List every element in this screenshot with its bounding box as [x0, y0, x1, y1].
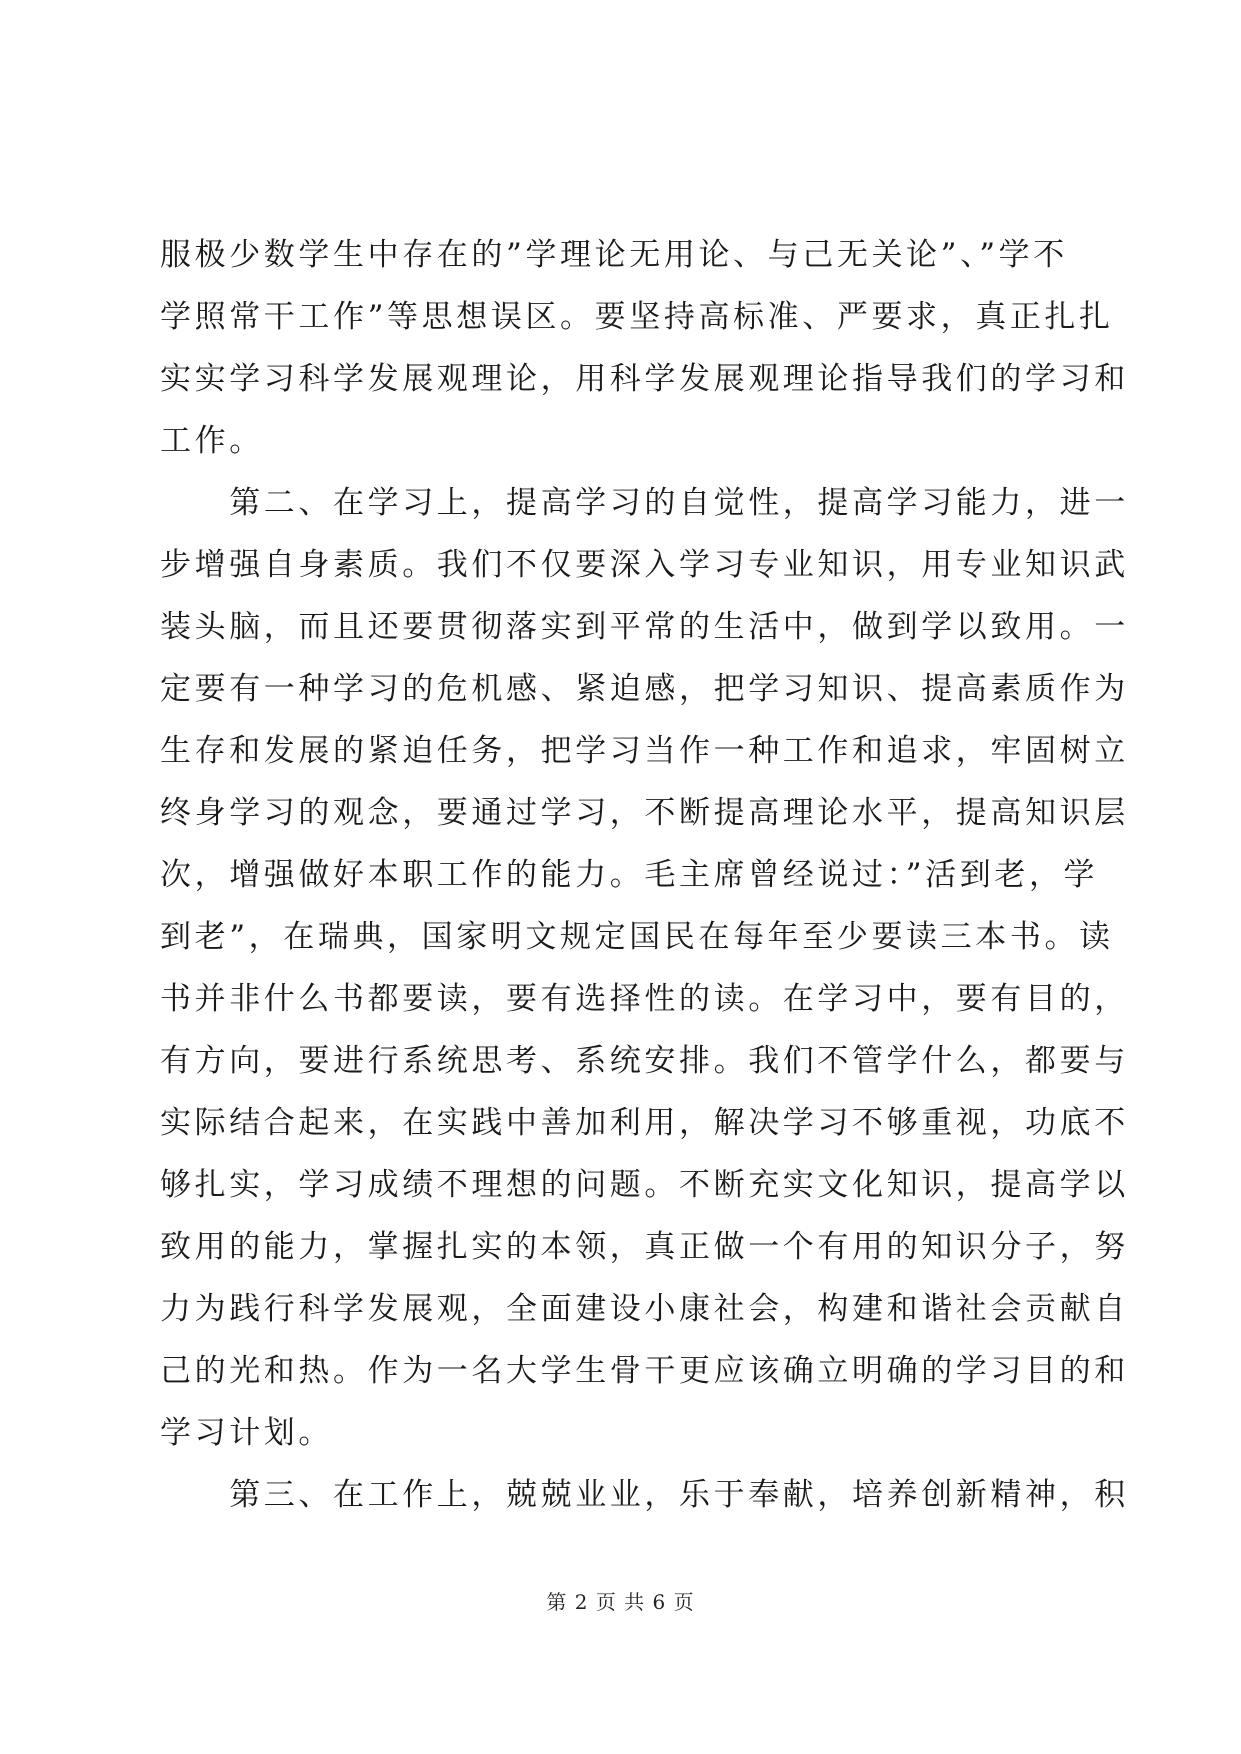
text-line: 实际结合起来，在实践中善加利用，解决学习不够重视，功底不 [160, 1105, 1129, 1141]
page-footer [0, 1588, 1241, 1616]
text-line: 装头脑，而且还要贯彻落实到平常的生活中，做到学以致用。一 [160, 609, 1129, 645]
text-line: 到老”，在瑞典，国家明文规定国民在每年至少要读三本书。读 [160, 919, 1114, 955]
text-line: 学习计划。 [160, 1415, 333, 1451]
text-line: 力为践行科学发展观，全面建设小康社会，构建和谐社会贡献自 [160, 1291, 1129, 1327]
body-text [160, 224, 1129, 1526]
text-line: 次，增强做好本职工作的能力。毛主席曾经说过：”活到老，学 [160, 857, 1099, 893]
text-line: 学照常干工作”等思想误区。要坚持高标准、严要求，真正扎扎 [160, 299, 1114, 335]
text-line: 工作。 [160, 423, 264, 459]
text-line: 第二、在学习上，提高学习的自觉性，提高学习能力，进一 [160, 485, 1129, 521]
text-line: 终身学习的观念，要通过学习，不断提高理论水平，提高知识层 [160, 795, 1129, 831]
text-line: 生存和发展的紧迫任务，把学习当作一种工作和追求，牢固树立 [160, 733, 1129, 769]
text-line: 实实学习科学发展观理论，用科学发展观理论指导我们的学习和 [160, 361, 1129, 397]
text-line: 服极少数学生中存在的”学理论无用论、与己无关论”、”学不 [160, 237, 1068, 273]
text-line: 步增强自身素质。我们不仅要深入学习专业知识，用专业知识武 [160, 547, 1129, 583]
text-line: 书并非什么书都要读，要有选择性的读。在学习中，要有目的， [160, 981, 1129, 1017]
page-number: 第 2 页 共 6 页 [546, 1590, 695, 1614]
text-line: 己的光和热。作为一名大学生骨干更应该确立明确的学习目的和 [160, 1353, 1129, 1389]
text-line: 第三、在工作上，兢兢业业，乐于奉献，培养创新精神，积 [160, 1477, 1129, 1513]
text-line: 够扎实，学习成绩不理想的问题。不断充实文化知识，提高学以 [160, 1167, 1129, 1203]
text-line: 定要有一种学习的危机感、紧迫感，把学习知识、提高素质作为 [160, 671, 1129, 707]
text-line: 致用的能力，掌握扎实的本领，真正做一个有用的知识分子，努 [160, 1229, 1129, 1265]
text-line: 有方向，要进行系统思考、系统安排。我们不管学什么，都要与 [160, 1043, 1129, 1079]
